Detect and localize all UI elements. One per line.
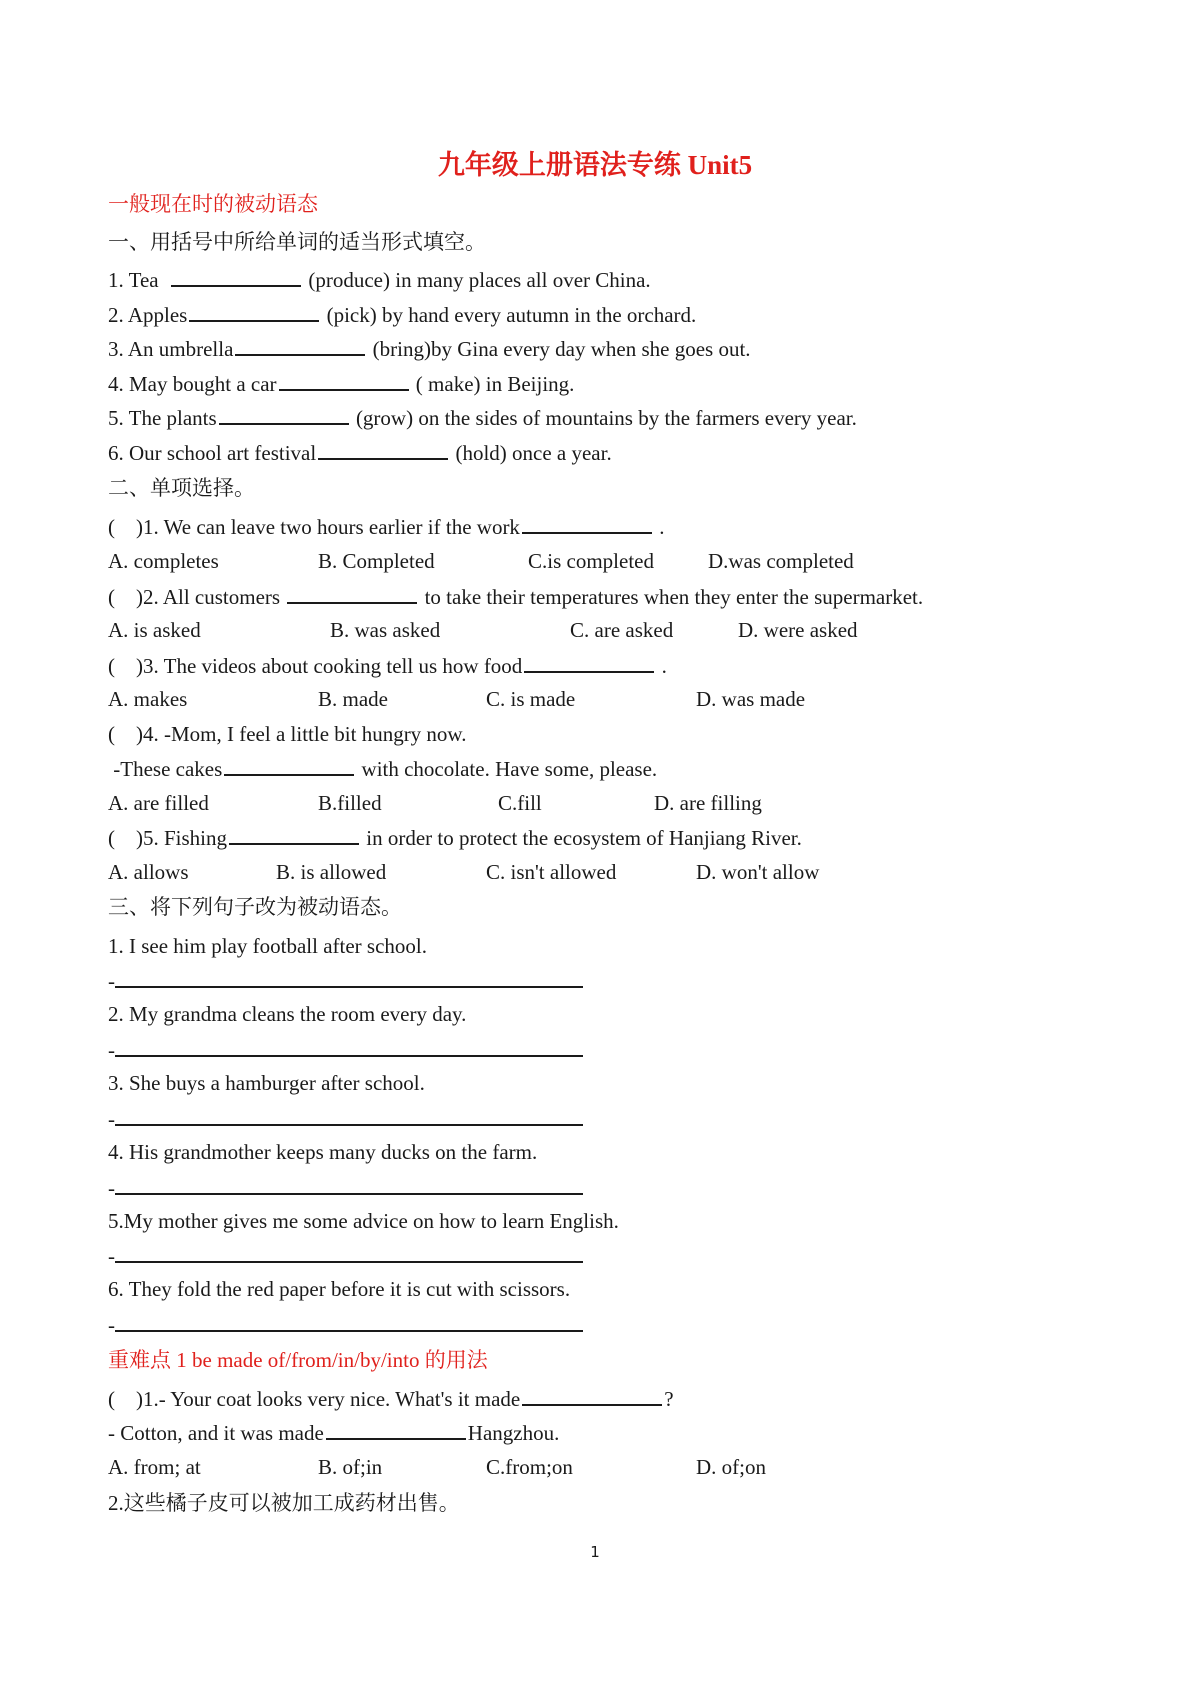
option[interactable]: A. makes (108, 687, 188, 711)
fill-item: 1. Tea (produce) in many places all over China. (108, 265, 651, 294)
page-number: 1 (590, 1543, 600, 1561)
option[interactable]: C.from;on (486, 1455, 573, 1479)
answer-blank[interactable] (287, 582, 417, 604)
answer-blank[interactable] (189, 300, 319, 322)
answer-blank[interactable] (171, 265, 301, 287)
rewrite-item: 5.My mother gives me some advice on how to learn English. (108, 1209, 619, 1233)
rewrite-item: 2. My grandma cleans the room every day. (108, 1002, 467, 1026)
choice-question: ( )2. All customers to take their temperatures when they enter the supermarket. (108, 582, 923, 611)
option[interactable]: A. completes (108, 549, 219, 573)
answer-blank[interactable] (524, 651, 654, 673)
answer-line: - (108, 1173, 583, 1202)
option[interactable]: B.filled (318, 791, 382, 815)
answer-blank[interactable] (522, 512, 652, 534)
option[interactable]: C.is completed (528, 549, 654, 573)
answer-blank[interactable] (522, 1384, 662, 1406)
option[interactable]: C. is made (486, 687, 576, 711)
answer-blank[interactable] (224, 754, 354, 776)
part1-instruction: 一、用括号中所给单词的适当形式填空。 (108, 230, 486, 254)
option[interactable]: D.was completed (708, 549, 854, 573)
answer-blank[interactable] (115, 1310, 583, 1332)
section-heading-passive: 一般现在时的被动语态 (108, 192, 318, 216)
answer-blank[interactable] (326, 1418, 466, 1440)
fill-item: 2. Apples (pick) by hand every autumn in the orchard. (108, 300, 696, 329)
answer-blank[interactable] (115, 1241, 583, 1263)
option[interactable]: D. were asked (738, 618, 858, 642)
answer-blank[interactable] (235, 334, 365, 356)
translation-item: 2.这些橘子皮可以被加工成药材出售。 (108, 1491, 460, 1515)
answer-blank[interactable] (115, 1173, 583, 1195)
fill-item: 4. May bought a car ( make) in Beijing. (108, 369, 574, 398)
answer-blank[interactable] (279, 369, 409, 391)
option[interactable]: B. was asked (330, 618, 441, 642)
choice-question: ( )3. The videos about cooking tell us how food . (108, 651, 667, 680)
part3-instruction: 三、将下列句子改为被动语态。 (108, 895, 402, 919)
rewrite-item: 1. I see him play football after school. (108, 934, 427, 958)
answer-line: - (108, 1310, 583, 1339)
choice-question: ( )5. Fishing in order to protect the ecosystem of Hanjiang River. (108, 823, 802, 852)
answer-blank[interactable] (115, 966, 583, 988)
page-title: 九年级上册语法专练 Unit5 (437, 150, 753, 180)
answer-blank[interactable] (115, 1035, 583, 1057)
option[interactable]: A. is asked (108, 618, 201, 642)
part2-instruction: 二、单项选择。 (108, 476, 255, 500)
option[interactable]: D. won't allow (696, 860, 820, 884)
answer-blank[interactable] (229, 823, 359, 845)
fill-item: 3. An umbrella (bring)by Gina every day when she goes out. (108, 334, 751, 363)
fill-item: 6. Our school art festival (hold) once a year. (108, 438, 612, 467)
fill-item: 5. The plants (grow) on the sides of mountains by the farmers every year. (108, 403, 857, 432)
choice-question: ( )1.- Your coat looks very nice. What's it made ? (108, 1384, 674, 1413)
rewrite-item: 4. His grandmother keeps many ducks on the farm. (108, 1140, 538, 1164)
option[interactable]: A. are filled (108, 791, 209, 815)
rewrite-item: 6. They fold the red paper before it is cut with scissors. (108, 1277, 571, 1301)
option[interactable]: B. made (318, 687, 388, 711)
choice-question-line2: -These cakes with chocolate. Have some, please. (108, 754, 657, 783)
option[interactable]: B. Completed (318, 549, 435, 573)
choice-question-line2: - Cotton, and it was made Hangzhou. (108, 1418, 559, 1447)
answer-blank[interactable] (318, 438, 448, 460)
option[interactable]: D. of;on (696, 1455, 766, 1479)
answer-line: - (108, 966, 583, 995)
option[interactable]: A. from; at (108, 1455, 201, 1479)
answer-line: - (108, 1035, 583, 1064)
rewrite-item: 3. She buys a hamburger after school. (108, 1071, 425, 1095)
option[interactable]: D. are filling (654, 791, 762, 815)
option[interactable]: D. was made (696, 687, 806, 711)
answer-blank[interactable] (219, 403, 349, 425)
answer-blank[interactable] (115, 1104, 583, 1126)
option[interactable]: C. are asked (570, 618, 674, 642)
option[interactable]: C.fill (498, 791, 542, 815)
option[interactable]: B. of;in (318, 1455, 383, 1479)
option[interactable]: A. allows (108, 860, 189, 884)
option[interactable]: C. isn't allowed (486, 860, 617, 884)
answer-line: - (108, 1241, 583, 1270)
option[interactable]: B. is allowed (276, 860, 387, 884)
answer-line: - (108, 1104, 583, 1133)
choice-question: ( )1. We can leave two hours earlier if the work . (108, 512, 664, 541)
section-heading-made: 重难点 1 be made of/from/in/by/into 的用法 (108, 1348, 488, 1372)
choice-question: ( )4. -Mom, I feel a little bit hungry now. (108, 722, 467, 746)
